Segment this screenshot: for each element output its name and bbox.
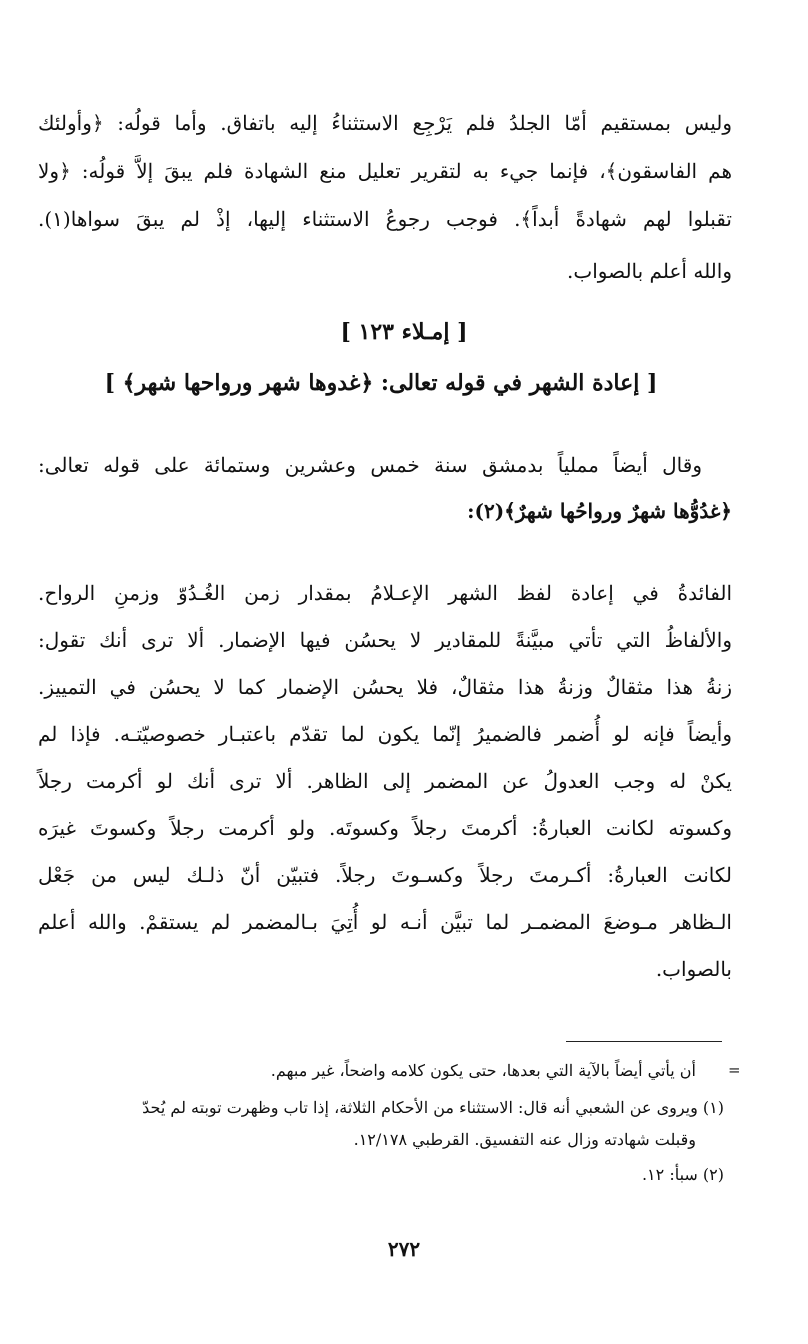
footnote-2: (٢) سبأ: ١٢.: [641, 1165, 724, 1184]
paragraph-1-line: هم الفاسقون﴾، فإنما جيء به لتقرير تعليل منع الشهادة فلم يبقَ إلاَّ قولُه: ﴿ولا: [38, 159, 732, 183]
intro-line: وقال أيضاً مملياً بدمشق سنة خمس وعشرين وستمائة على قوله تعالى:: [38, 453, 702, 477]
footnote-continuation: أن يأتي أيضاً بالآية التي بعدها، حتى يكون كلامه واضحاً، غير مبهم.: [270, 1061, 696, 1080]
intro-verse-block: [38, 496, 732, 528]
intro-verse: ﴿غدُوُّها شهرٌ ورواحُها شهرٌ﴾(٢):: [467, 499, 732, 523]
footnote-1-continued: وقبلت شهادته وزال عنه التفسيق. القرطبي ١٢/١٧٨.: [353, 1130, 696, 1149]
paragraph-1-line: تقبلوا لهم شهادةً أبداً﴾. فوجب رجوعُ الاستثناء إليها، إذْ لم يبقَ سواها(١).: [38, 207, 732, 231]
paragraph-2-line: الـظاهر مـوضعَ المضمـر لما تبيَّن أنـه لو أُتِيَ بـالمضمر لم يستقمْ. والله أعلم: [38, 910, 732, 934]
paragraph-2-line: زنةُ هذا مثقالٌ وزنةُ هذا مثقالٌ، فلا يحسُن الإضمار كما لا يحسُن في التمييز.: [38, 675, 732, 699]
paragraph-2-line: يكنْ له وجب العدولُ عن المضمر إلى الظاهر. ألا ترى أنك لو أكرمت رجلاً: [38, 769, 732, 793]
section-title: [ إعادة الشهر في قوله تعالى: ﴿غدوها شهر ورواحها شهر﴾ ]: [104, 370, 658, 396]
paragraph-2-line: لكانت العبارةُ: أكـرمتَ رجلاً وكسـوتَ رجلاً. فتبيّن أنّ ذلـك ليس من جَعْل: [38, 863, 732, 887]
paragraph-2-line: وأيضاً فإنه لو أُضمر فالضميرُ إنّما يكون لما تقدّم باعتبـار خصوصيّتـه. فإذا لم: [38, 722, 732, 746]
paragraph-2-line: والألفاظُ التي تأتي مبيَّنةً للمقادير لا يحسُن فيها الإضمار. ألا ترى أنك تقول:: [38, 628, 732, 652]
imla-heading: [ إمـلاء ١٢٣ ]: [340, 319, 468, 345]
footnote-1: (١) ويروى عن الشعبي أنه قال: الاستثناء من الأحكام الثلاثة، إذا تاب وظهرت توبته لم يُحدّ: [142, 1098, 724, 1117]
paragraph-1-line: وليس بمستقيم أمّا الجلدُ فلم يَرْجِع الاستثناءُ إليه باتفاق. وأما قولُه: ﴿وأولئك: [38, 111, 732, 135]
paragraph-2-line: بالصواب.: [655, 957, 732, 981]
paragraph-1-line: والله أعلم بالصواب.: [567, 259, 732, 283]
paragraph-2-line: وكسوته لكانت العبارةُ: أكرمتَ رجلاً وكسوتَه. ولو أكرمت رجلاً وكسوتَ غيرَه: [38, 816, 732, 840]
paragraph-2: [38, 578, 732, 988]
footnote-continuation-mark: =: [728, 1061, 741, 1079]
footnote-separator: [566, 1041, 722, 1042]
paragraph-2-line: الفائدةُ في إعادة لفظ الشهر الإعـلامُ بمقدار زمن الغُـدُوّ وزمنِ الرواح.: [38, 581, 732, 605]
page-number: ٢٧٢: [387, 1237, 421, 1261]
paragraph-1: [38, 108, 732, 283]
